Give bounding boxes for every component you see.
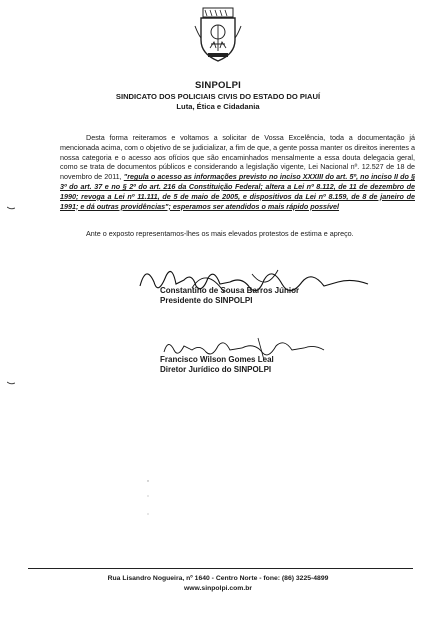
org-motto: Luta, Ética e Cidadania	[176, 102, 260, 111]
signer-2-name: Francisco Wilson Gomes Leal	[160, 355, 274, 364]
union-crest-icon	[193, 4, 243, 64]
letter-paragraph-2: Ante o exposto representamos-lhes os mais elevados protestos de estima e apreço.	[86, 229, 354, 238]
org-full-name: SINDICATO DOS POLICIAIS CIVIS DO ESTADO DO PIAUÍ	[115, 92, 321, 101]
paragraph-1-highlight: "regula o acesso as informações previsto no inciso XXXIII do art. 5º, no inciso II do § 3º do art. 37 e no § 2º do art. 216 da Constituição Federal; altera a Lei nº 8.112, de 11 de dezembro de 1990; revoga a Lei nº 11.111, de 5 de maio de 2005, e dispositivos da Lei nº 8.159, de 8 de janeiro de 1991; e dá outras providências"; esperamos ser atendidos o mais rápido possível	[60, 172, 415, 211]
signature-block-legal-director	[160, 355, 274, 374]
footer-website: www.sinpolpi.com.br	[183, 585, 253, 592]
footer-divider	[28, 568, 413, 569]
letter-paragraph-1	[60, 133, 415, 211]
signature-block-president	[160, 286, 299, 305]
org-name: SINPOLPI	[195, 80, 241, 91]
footer-address: Rua Lisandro Nogueira, nº 1640 - Centro Norte - fone: (86) 3225-4899	[107, 575, 329, 582]
signer-1-role: Presidente do SINPOLPI	[160, 295, 253, 305]
paragraph-1-intro: Desta forma reiteramos e voltamos a solicitar de Vossa Excelência, toda a documentação já mencionada acima, com o objetivo de se judicializar, a fim de que, a gente possa manter os direitos inerentes a nossa categoria e o acesso aos ofícios que são encaminhados mensalmente a essa douta delegacia geral, como se trata de documentos públicos e considerando a legislação vigente, Lei Nacional nº. 12.527 de 18 de novembro de 2011,	[60, 133, 415, 182]
margin-mark-icon	[7, 205, 15, 211]
signer-2-role: Diretor Jurídico do SINPOLPI	[160, 364, 272, 374]
signer-1-name: Constantino de Sousa Barros Júnior	[160, 286, 300, 295]
scan-speck-icon	[146, 478, 150, 518]
margin-mark-icon	[7, 380, 15, 386]
